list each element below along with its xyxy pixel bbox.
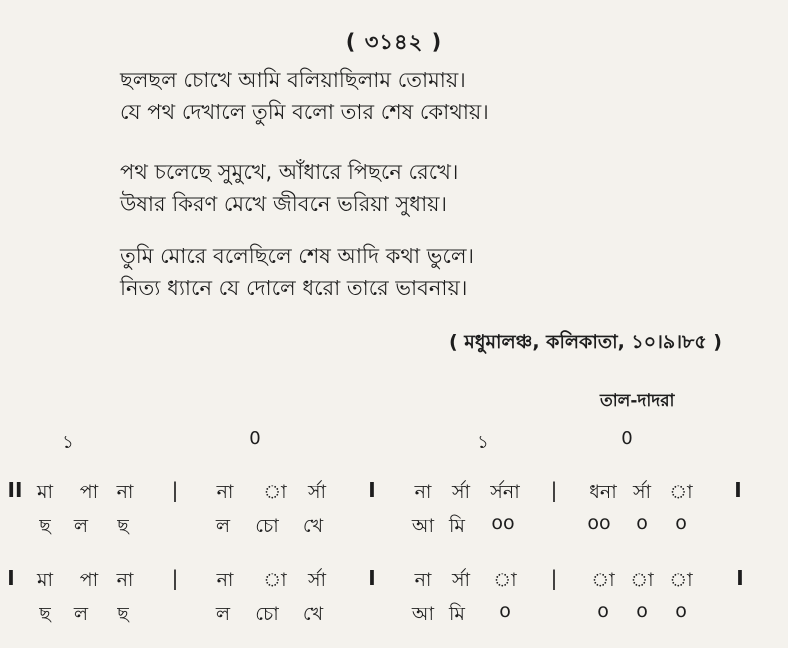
- lyric-syllable: আ: [411, 603, 435, 625]
- lyric-line: পথ চলেছে সুমুখে, আঁধারে পিছনে রেখে।: [120, 160, 459, 184]
- bar-line: |: [171, 566, 179, 590]
- swara-note: মা: [36, 481, 54, 503]
- swara-note: র্সা: [451, 569, 471, 591]
- swara-note: া: [493, 569, 517, 591]
- swara-note: া: [669, 569, 693, 591]
- bar-line: I: [736, 566, 744, 590]
- swara-note: পা: [79, 481, 99, 503]
- lyric-syllable: o: [675, 600, 687, 622]
- lyric-syllable: আ: [411, 515, 435, 537]
- lyric-syllable: মি: [449, 603, 465, 625]
- bar-line: |: [550, 478, 558, 502]
- beat-mark: ১: [62, 432, 74, 453]
- bar-line: II: [7, 478, 23, 502]
- tala-label: তাল-দাদরা: [600, 391, 675, 411]
- swara-note: না: [216, 481, 234, 503]
- bar-line: I: [734, 478, 742, 502]
- lyric-syllable: o: [499, 600, 511, 622]
- swara-note: র্সা: [307, 481, 327, 503]
- swara-note: না: [116, 569, 134, 591]
- lyric-line: ছলছল চোখে আমি বলিয়াছিলাম তোমায়।: [120, 68, 466, 92]
- beat-mark: ১: [477, 432, 489, 453]
- lyric-line: যে পথ দেখালে তুমি বলো তার শেষ কোথায়।: [120, 100, 489, 124]
- lyric-syllable: ল: [215, 515, 231, 537]
- swara-note: মা: [36, 569, 54, 591]
- swara-note: া: [669, 481, 693, 503]
- lyric-syllable: চো: [255, 515, 279, 537]
- swara-note: না: [116, 481, 134, 503]
- swara-note: না: [216, 569, 234, 591]
- lyric-syllable: ল: [73, 603, 89, 625]
- swara-note: া: [263, 481, 287, 503]
- lyric-syllable: ল: [73, 515, 89, 537]
- bar-line: |: [171, 478, 179, 502]
- lyric-syllable: ছ: [117, 515, 129, 537]
- swara-note: র্সনা: [490, 481, 520, 503]
- swara-note: না: [414, 481, 432, 503]
- swara-note: া: [591, 569, 615, 591]
- lyric-syllable: মি: [449, 515, 465, 537]
- lyric-syllable: খে: [302, 603, 324, 625]
- beat-mark: 0: [249, 428, 261, 449]
- lyric-syllable: oo: [491, 512, 515, 534]
- swara-note: র্সা: [451, 481, 471, 503]
- bar-line: I: [7, 566, 15, 590]
- lyric-syllable: ছ: [117, 603, 129, 625]
- stanza-1: [120, 64, 489, 128]
- bar-line: |: [550, 566, 558, 590]
- lyric-syllable: o: [636, 600, 648, 622]
- lyric-line: তুমি মোরে বলেছিলে শেষ আদি কথা ভুলে।: [120, 244, 475, 268]
- beat-mark: 0: [621, 428, 633, 449]
- swara-note: পা: [79, 569, 99, 591]
- bar-line: I: [368, 478, 376, 502]
- lyric-syllable: চো: [255, 603, 279, 625]
- song-number: ( ৩১৪২ ): [345, 30, 443, 54]
- swara-note: ধনা: [589, 481, 617, 503]
- swara-note: া: [630, 569, 654, 591]
- lyric-line: নিত্য ধ্যানে যে দোলে ধরো তারে ভাবনায়।: [120, 276, 468, 300]
- lyric-syllable: ছ: [39, 515, 51, 537]
- stanza-3: [120, 240, 474, 304]
- lyric-line: উষার কিরণ মেখে জীবনে ভরিয়া সুধায়।: [120, 192, 448, 216]
- lyric-syllable: oo: [587, 512, 611, 534]
- lyric-syllable: ছ: [39, 603, 51, 625]
- lyric-syllable: খে: [302, 515, 324, 537]
- swara-note: া: [263, 569, 287, 591]
- swara-note: র্সা: [307, 569, 327, 591]
- swara-note: র্সা: [632, 481, 652, 503]
- stanza-2: [120, 156, 458, 220]
- lyric-syllable: o: [675, 512, 687, 534]
- lyric-syllable: ল: [215, 603, 231, 625]
- bar-line: I: [368, 566, 376, 590]
- lyric-syllable: o: [597, 600, 609, 622]
- swara-note: না: [414, 569, 432, 591]
- lyric-syllable: o: [636, 512, 648, 534]
- source-attribution: ( মধুমালঞ্চ, কলিকাতা, ১০।৯।৮৫ ): [449, 331, 722, 353]
